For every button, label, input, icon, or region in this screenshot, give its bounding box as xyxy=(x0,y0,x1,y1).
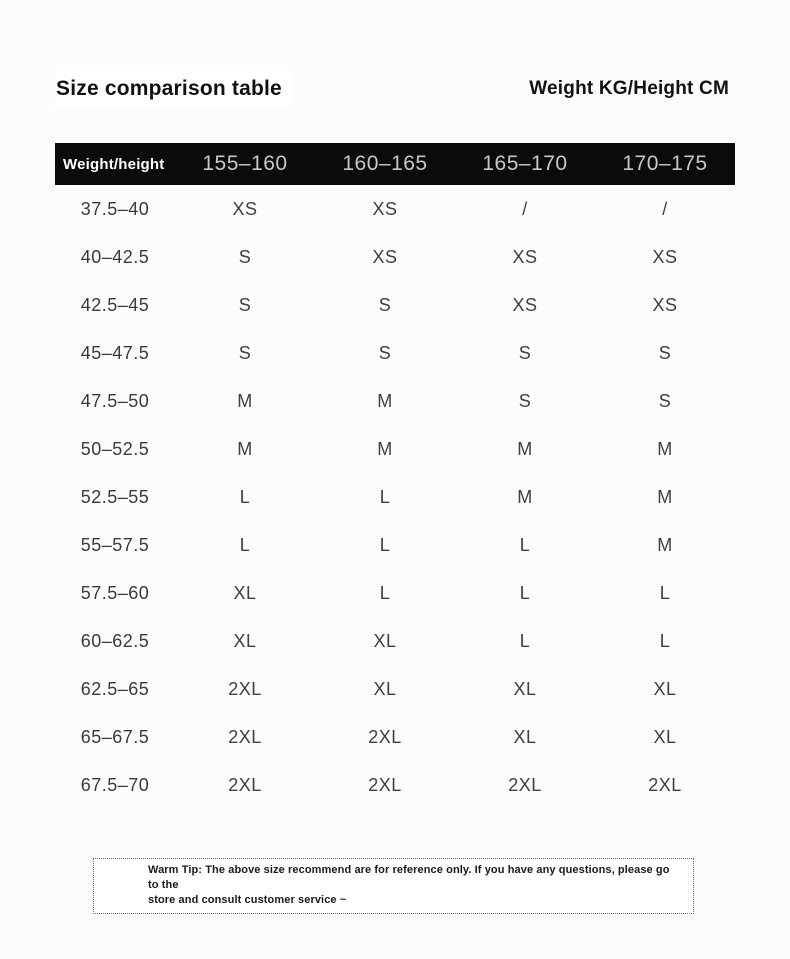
size-cell: M xyxy=(237,390,253,411)
weight-range-cell: 55–57.5 xyxy=(80,534,150,555)
size-cell: M xyxy=(657,534,673,555)
size-cell: 2XL xyxy=(228,678,262,699)
size-cell: 2XL xyxy=(228,774,262,795)
corner-header: Weight/height xyxy=(55,143,175,185)
size-cell: L xyxy=(519,630,531,651)
weight-range-cell: 47.5–50 xyxy=(80,390,150,411)
height-column-header: 165–170 xyxy=(455,143,595,185)
size-cell: S xyxy=(658,342,672,363)
size-cell: M xyxy=(657,486,673,507)
size-cell: S xyxy=(658,390,672,411)
size-cell: S xyxy=(518,390,532,411)
weight-range-cell: 67.5–70 xyxy=(80,774,150,795)
size-cell: XL xyxy=(373,678,397,699)
size-cell: XL xyxy=(513,726,537,747)
weight-range-cell: 65–67.5 xyxy=(80,726,150,747)
weight-range-cell: 57.5–60 xyxy=(80,582,150,603)
size-cell: XL xyxy=(233,630,257,651)
size-cell: M xyxy=(377,438,393,459)
size-cell: XL xyxy=(373,630,397,651)
table-header-row xyxy=(55,143,735,185)
table-row xyxy=(55,425,735,473)
weight-range-cell: 37.5–40 xyxy=(80,198,150,219)
size-cell: 2XL xyxy=(508,774,542,795)
size-cell: L xyxy=(379,486,391,507)
size-cell: XL xyxy=(653,678,677,699)
height-column-header: 160–165 xyxy=(315,143,455,185)
size-cell: L xyxy=(379,582,391,603)
table-row xyxy=(55,761,735,809)
table-row xyxy=(55,185,735,233)
size-cell: XS xyxy=(512,294,538,315)
size-cell: M xyxy=(517,486,533,507)
size-cell: 2XL xyxy=(648,774,682,795)
weight-range-cell: 52.5–55 xyxy=(80,486,150,507)
title-row xyxy=(55,70,735,108)
size-cell: / xyxy=(522,198,528,219)
weight-range-cell: 60–62.5 xyxy=(80,630,150,651)
size-cell: 2XL xyxy=(368,726,402,747)
size-cell: S xyxy=(238,342,252,363)
table-row xyxy=(55,569,735,617)
warm-tip-line-1: Warm Tip: The above size recommend are for reference only. If you have any questions, please go to the xyxy=(148,864,670,891)
size-cell: M xyxy=(657,438,673,459)
page-title: Size comparison table xyxy=(55,70,290,108)
size-comparison-table xyxy=(55,143,735,809)
size-cell: XS xyxy=(372,198,398,219)
size-cell: L xyxy=(239,486,251,507)
warm-tip-line-2: store and consult customer service ~ xyxy=(148,894,347,906)
size-cell: S xyxy=(238,246,252,267)
size-cell: M xyxy=(377,390,393,411)
weight-range-cell: 45–47.5 xyxy=(80,342,150,363)
table-row xyxy=(55,521,735,569)
size-cell: XS xyxy=(232,198,258,219)
size-cell: S xyxy=(518,342,532,363)
size-cell: L xyxy=(519,582,531,603)
size-cell: S xyxy=(378,342,392,363)
table-row xyxy=(55,377,735,425)
size-cell: 2XL xyxy=(228,726,262,747)
warm-tip-box xyxy=(93,858,694,914)
size-cell: XS xyxy=(372,246,398,267)
size-cell: L xyxy=(379,534,391,555)
size-cell: XL xyxy=(233,582,257,603)
weight-range-cell: 62.5–65 xyxy=(80,678,150,699)
size-cell: L xyxy=(659,630,671,651)
size-cell: XS xyxy=(652,294,678,315)
unit-label: Weight KG/Height CM xyxy=(529,78,729,99)
size-cell: / xyxy=(662,198,668,219)
height-column-header: 170–175 xyxy=(595,143,735,185)
size-cell: L xyxy=(659,582,671,603)
table-row xyxy=(55,713,735,761)
table-row xyxy=(55,281,735,329)
size-cell: L xyxy=(239,534,251,555)
size-cell: S xyxy=(378,294,392,315)
table-row xyxy=(55,329,735,377)
size-cell: M xyxy=(237,438,253,459)
table-row xyxy=(55,617,735,665)
size-cell: L xyxy=(519,534,531,555)
table-row xyxy=(55,665,735,713)
table-row xyxy=(55,473,735,521)
weight-range-cell: 42.5–45 xyxy=(80,294,150,315)
size-cell: XS xyxy=(512,246,538,267)
weight-range-cell: 50–52.5 xyxy=(80,438,150,459)
size-cell: S xyxy=(238,294,252,315)
size-cell: M xyxy=(517,438,533,459)
size-cell: XL xyxy=(653,726,677,747)
size-cell: XL xyxy=(513,678,537,699)
height-column-header: 155–160 xyxy=(175,143,315,185)
table-row xyxy=(55,233,735,281)
weight-range-cell: 40–42.5 xyxy=(80,246,150,267)
size-cell: XS xyxy=(652,246,678,267)
size-cell: 2XL xyxy=(368,774,402,795)
